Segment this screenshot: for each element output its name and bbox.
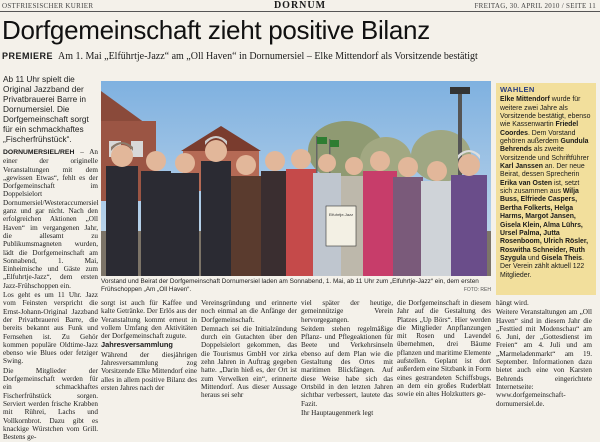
photo-caption bbox=[101, 278, 491, 294]
subheading: Jahresversammlung bbox=[101, 340, 173, 350]
paragraph: Demnach sei die Initialzündung durch ein Gutachten über den Doppelsielort gekommen, das die Tourismus GmbH vor zirka zehn Jahren in Auftrag gegeben hatte. „Darin hieß es, der Ort ist zum Verwelken ein“, erinnerte Mittendorf. Aus dieser Aussage heraus sei sehr bbox=[201, 324, 297, 400]
paragraph: die Dorfgemeinschaft in diesem Jahr auf die Gestaltung des Platzes „Up Börs“. Hier werden die Mitglieder Anpflanzungen mit Rosen und Lavendel übernehmen, drei Bäume pflanzen und maritime Elemente aufstellen. Geplant ist dort außerdem eine Sitzbank in Form eines gestrandeten Schiffsbugs, an dem ein großes Ruderblatt sowie ein altes Holzkutters ge- bbox=[397, 299, 491, 399]
sign-text: Elfuhrtje-Jazz bbox=[328, 212, 354, 217]
elections-info-box bbox=[496, 83, 596, 295]
paragraph: Vereinsgründung und erinnerte noch einmal an die Anfänge der Dorfgemeinschaft. bbox=[201, 299, 297, 324]
left-column bbox=[3, 74, 98, 442]
paragraph: Weitere Veranstaltungen am „Oll Haven“ sind in diesem Jahr die „Festtied mit Modenschau“ am 6. Juni, der „Gottesdienst im Freien“ am 4. Juli und am „Marmeladenmarkt“ am 19. September. Informationen dazu bietet auch eine von Karsten Behrends eingerichtete Internetseite: www.dorfgemeinschaft-dornumersiel.de. bbox=[496, 308, 592, 408]
article-column-1 bbox=[101, 299, 197, 393]
newspaper-name: OSTFRIESISCHER KURIER bbox=[2, 2, 94, 10]
article-column-2 bbox=[201, 299, 297, 401]
paragraph: Ihr Hauptaugenmerk legt bbox=[301, 408, 374, 417]
article-column-4 bbox=[397, 299, 491, 400]
paragraph: sorgt ist auch für Kaffee und kalte Getränke. Der Erlös aus der Veranstaltung kommt erneut in vollem Umfang den Aktivitäten der Dorfgemeinschaft zugute. bbox=[101, 299, 197, 341]
box-title: WAHLEN bbox=[500, 85, 535, 94]
caption-text: Vorstand und Beirat der Dorfgemeinschaft Dornumersiel laden am Sonnabend, 1. Mai, ab 11 Uhr zum „Elfuhrtje-Jazz“ ein, dem ersten Frühschoppen „Am „Oll Haven“. bbox=[101, 278, 479, 293]
paragraph bbox=[3, 148, 98, 290]
article-column-3 bbox=[301, 299, 393, 418]
paragraph: viel später der heutige, gemeinnützige Verein hervorgegangen. bbox=[301, 299, 393, 324]
section-title: DORNUM bbox=[273, 0, 327, 11]
group-photo bbox=[101, 81, 491, 276]
box-text: Elke Mittendorf wurde für weitere zwei Jahre als Vorsitzende bestätigt, ebenso wie Kassenwartin Friedel Coordes. Dem Vorstand gehören außerdem Gundula Behrends als zweite Vorsitzende und Schriftführer Karl Janssen an. Der neue Beirat, dessen Sprecherin Erika van Osten ist, setzt sich zusammen aus Wilja Buss, Elfriede Caspers, Bertha Folkerts, Helga Harms, Margot Jansen, Gisela Klein, Alma Lührs, Ursel Palma, Jutta Rosenboom, Ulrich Rösler, Roswitha Schneider, Ruth Szygula und Gisela Theis. Der Verein zählt aktuell 122 Mitglieder. bbox=[500, 96, 591, 279]
subline-text: Am 1. Mai „Elführtje-Jazz“ am „Oll Haven“ in Dornumersiel – Elke Mittendorf als Vorsitzende bestätigt bbox=[58, 51, 478, 62]
paragraph: Seitdem stehen regelmäßige Pflanz- und Pflegeaktionen für Beete und Verkehrsinseln ebenso auf dem Plan wie die Gestaltung des Ortes mit maritimen Blickfängen. Auf diese Weise habe sich das Ortsbild in den letzten Jahren sichtbar verbessert, lautete das Fazit. bbox=[301, 324, 393, 408]
article-intro: Ab 11 Uhr spielt die Original Jazzband der Privatbrauerei Barre in Dornumersiel. Die Dorfgemeinschaft sorgt für ein schmackhaftes „Fischerfrühstück“. bbox=[3, 74, 89, 144]
article-headline: Dorfgemeinschaft zieht positive Bilanz bbox=[2, 15, 430, 45]
kicker: PREMIERE bbox=[2, 51, 54, 61]
issue-date: FREITAG, 30. APRIL 2010 / SEITE 11 bbox=[474, 2, 596, 10]
article-subline bbox=[2, 51, 598, 62]
paragraph: hängt wird. bbox=[496, 299, 529, 307]
article-column-5 bbox=[496, 299, 592, 409]
paragraph-text: – An einer der originelle Veranstaltungen mit dem „gewissen Etwas“, fehlt es der Dorfgemeinschaft im Doppelsielort Dornumersiel/Westeraccumersiel ganz und gar nicht. Nach den erfolgreichen Aktionen „Oll Haven“ im vergangenen Jahr, die allesamt zu Publikumsmagneten wurden, lädt die Dorfgemeinschaft am Sonnabend, 1. Mai, Einheimische und Gäste zum „Elfuhrtje-Jazz“, dem ersten Jazz-Frühschoppen ein. bbox=[3, 148, 99, 290]
dateline: DORNUMERSIEL/REH bbox=[3, 149, 75, 156]
paragraph: Los geht es um 11 Uhr. Jazz vom Feinsten verspricht die Ernst-Johann-Original Jazzband der Privatbrauerei Barre, die bereits bekannt aus Funk und Fernsehen ist. Zu Gehör kommen populäre Oldtime-Jazz ebenso wie Blues oder fetziger Swing. bbox=[3, 291, 98, 366]
page-masthead bbox=[0, 0, 600, 12]
paragraph: Während der diesjährigen Jahresversammlung zog Vorsitzende Elke Mittendorf eine alles in allem positive Bilanz des ersten Jahres nach der bbox=[101, 350, 197, 392]
paragraph: Die Mitglieder der Dorfgemeinschaft werden für ein schmackhaftes Fischerfrühstück sorgen. Serviert werden frische Krabben mit Rührei, Lachs und Vollkornbrot. Dazu gibt es knackige Würstchen vom Grill. Bestens ge- bbox=[3, 366, 98, 442]
photo-credit: FOTO: REH bbox=[463, 286, 491, 293]
